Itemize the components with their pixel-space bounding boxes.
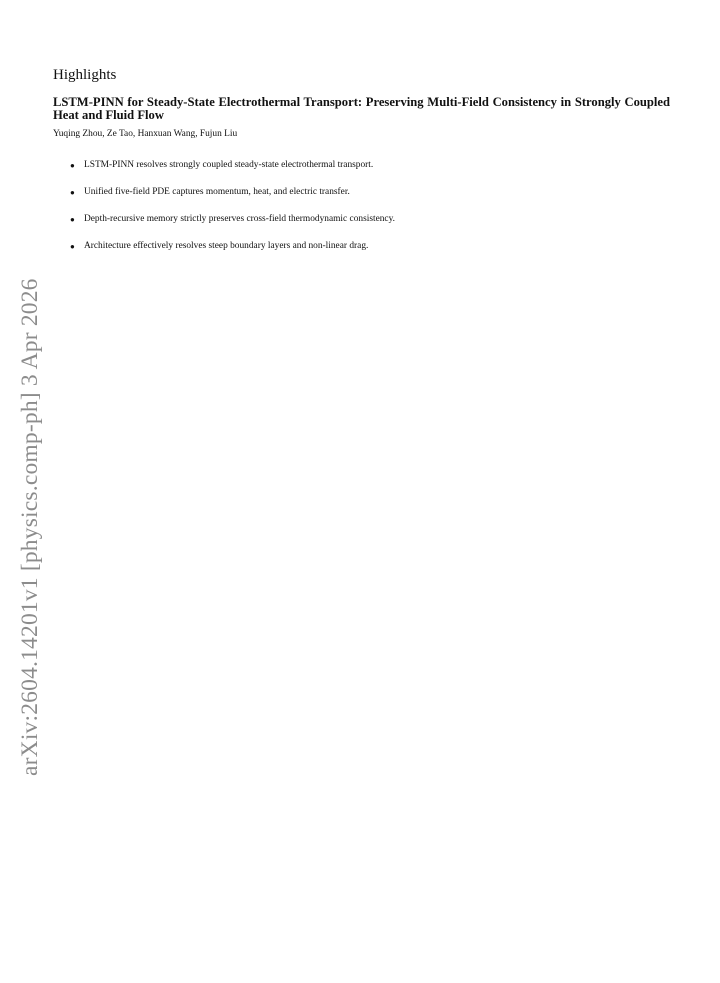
highlights-section [53, 67, 670, 268]
arxiv-identifier-stamp: arXiv:2604.14201v1 [physics.comp-ph] 3 Apr 2026 [17, 278, 43, 776]
bullet-icon: ● [70, 188, 75, 197]
highlight-text: Architecture effectively resolves steep boundary layers and non-linear drag. [84, 241, 369, 251]
bullet-icon: ● [70, 215, 75, 224]
highlight-text: LSTM-PINN resolves strongly coupled steady-state electrothermal transport. [84, 160, 374, 170]
highlights-heading: Highlights [53, 67, 117, 83]
highlight-item [70, 241, 670, 252]
highlight-text: Unified five-field PDE captures momentum, heat, and electric transfer. [84, 187, 350, 197]
paper-title: LSTM-PINN for Steady-State Electrothermal Transport: Preserving Multi-Field Consistency in Strongly Coupled Heat and Fluid Flow [53, 95, 670, 122]
bullet-icon: ● [70, 161, 75, 170]
bullet-icon: ● [70, 242, 75, 251]
highlight-item [70, 214, 670, 225]
highlight-item [70, 187, 670, 198]
author-list: Yuqing Zhou, Ze Tao, Hanxuan Wang, Fujun Liu [53, 129, 238, 139]
highlight-text: Depth-recursive memory strictly preserves cross-field thermodynamic consistency. [84, 214, 396, 224]
highlight-item [70, 160, 670, 171]
highlights-list [53, 160, 670, 252]
